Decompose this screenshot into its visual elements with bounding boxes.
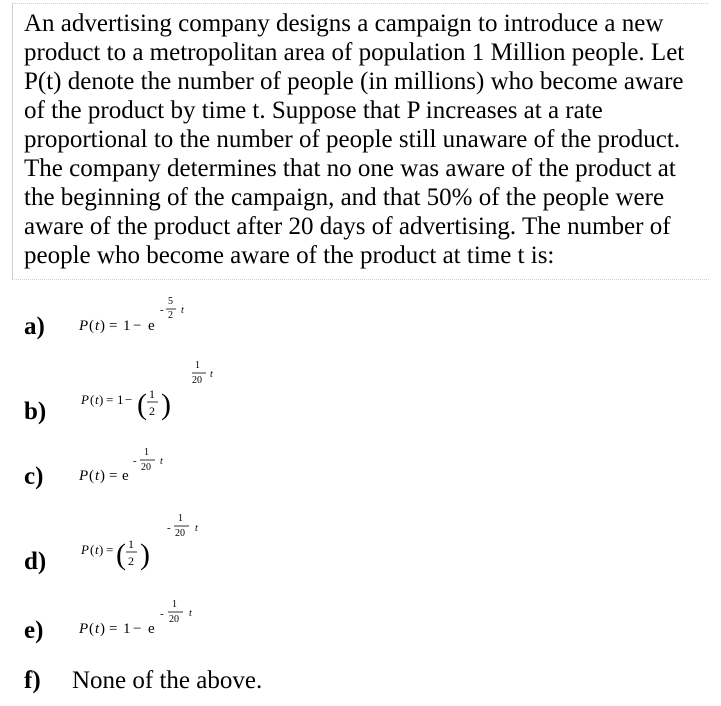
svg-text:): ) <box>161 388 171 421</box>
svg-text:t: t <box>95 542 99 557</box>
svg-text:t: t <box>95 468 100 484</box>
svg-text:1: 1 <box>144 447 149 458</box>
svg-text:20: 20 <box>192 375 202 386</box>
svg-text:t: t <box>210 369 213 380</box>
svg-text:P: P <box>79 621 89 637</box>
svg-text:1: 1 <box>123 621 131 637</box>
svg-text:=: = <box>109 468 118 484</box>
svg-text:): ) <box>100 621 105 637</box>
option-d-label[interactable]: d) <box>24 548 47 575</box>
svg-text:=: = <box>109 318 118 334</box>
option-e-formula[interactable] <box>78 599 192 637</box>
question-line: An advertising company designs a campaign to introduce a new <box>24 10 664 37</box>
svg-text:-: - <box>160 304 164 316</box>
option-d-formula[interactable] <box>80 513 198 571</box>
svg-text:P: P <box>81 392 89 407</box>
option-c-formula[interactable] <box>78 447 163 484</box>
svg-text:1: 1 <box>149 387 155 401</box>
svg-text:(: ( <box>89 468 94 484</box>
option-f-label[interactable]: f) <box>24 667 41 694</box>
svg-text:5: 5 <box>168 296 173 307</box>
svg-text:1: 1 <box>172 599 177 610</box>
svg-text:P: P <box>81 542 89 557</box>
svg-text:e: e <box>148 621 155 637</box>
svg-text:=: = <box>109 621 118 637</box>
svg-text:-: - <box>133 455 137 467</box>
svg-text:-: - <box>160 608 164 620</box>
svg-text:1: 1 <box>123 318 131 334</box>
svg-text:): ) <box>100 318 105 334</box>
option-e-label[interactable]: e) <box>24 617 44 644</box>
svg-text:20: 20 <box>169 614 179 625</box>
svg-text:(: ( <box>90 542 95 557</box>
svg-text:2: 2 <box>128 554 134 568</box>
svg-text:1: 1 <box>128 537 134 551</box>
svg-text:(: ( <box>90 392 95 407</box>
svg-text:P: P <box>79 318 89 334</box>
svg-text:): ) <box>100 468 105 484</box>
svg-text:): ) <box>140 538 150 571</box>
svg-text:): ) <box>99 392 104 407</box>
svg-text:−: − <box>125 392 133 407</box>
option-b-label[interactable]: b) <box>24 398 47 425</box>
svg-text:(: ( <box>116 538 126 571</box>
question-line: P(t) denote the number of people (in millions) who become aware <box>24 68 684 95</box>
svg-text:): ) <box>99 542 104 557</box>
question-line: aware of the product after 20 days of advertising. The number of <box>24 213 671 240</box>
svg-text:−: − <box>133 621 142 637</box>
svg-text:P: P <box>79 468 89 484</box>
svg-text:20: 20 <box>175 528 185 539</box>
svg-text:2: 2 <box>168 310 173 321</box>
svg-text:1: 1 <box>117 392 124 407</box>
question-line: people who become aware of the product at time t is: <box>24 242 555 269</box>
svg-text:=: = <box>106 392 114 407</box>
svg-text:2: 2 <box>149 404 155 418</box>
svg-text:t: t <box>195 523 198 534</box>
svg-text:e: e <box>122 468 129 484</box>
option-a-formula[interactable] <box>78 296 184 334</box>
svg-text:−: − <box>133 318 142 334</box>
svg-text:1: 1 <box>195 360 200 371</box>
option-c-label[interactable]: c) <box>24 463 44 490</box>
svg-text:(: ( <box>137 388 147 421</box>
option-b-formula[interactable] <box>80 360 213 421</box>
question-line: of the product by time t. Suppose that P increases at a rate <box>24 97 603 124</box>
svg-text:t: t <box>181 305 184 316</box>
option-a-label[interactable]: a) <box>24 313 45 340</box>
svg-text:t: t <box>160 456 163 467</box>
svg-text:(: ( <box>89 621 94 637</box>
svg-text:t: t <box>95 621 100 637</box>
question-line: proportional to the number of people still unaware of the product. <box>24 126 681 153</box>
question-line: the beginning of the campaign, and that 50% of the people were <box>24 184 665 211</box>
svg-text:t: t <box>189 608 192 619</box>
option-f-text[interactable]: None of the above. <box>72 667 263 694</box>
svg-text:20: 20 <box>141 462 151 473</box>
svg-text:-: - <box>167 522 171 534</box>
question-line: product to a metropolitan area of population 1 Million people. Let <box>24 39 685 66</box>
svg-text:t: t <box>95 392 99 407</box>
svg-text:e: e <box>148 318 155 334</box>
question-line: The company determines that no one was aware of the product at <box>24 155 676 182</box>
svg-text:(: ( <box>89 318 94 334</box>
svg-text:t: t <box>95 318 100 334</box>
svg-text:=: = <box>106 542 114 557</box>
svg-text:1: 1 <box>178 513 183 524</box>
